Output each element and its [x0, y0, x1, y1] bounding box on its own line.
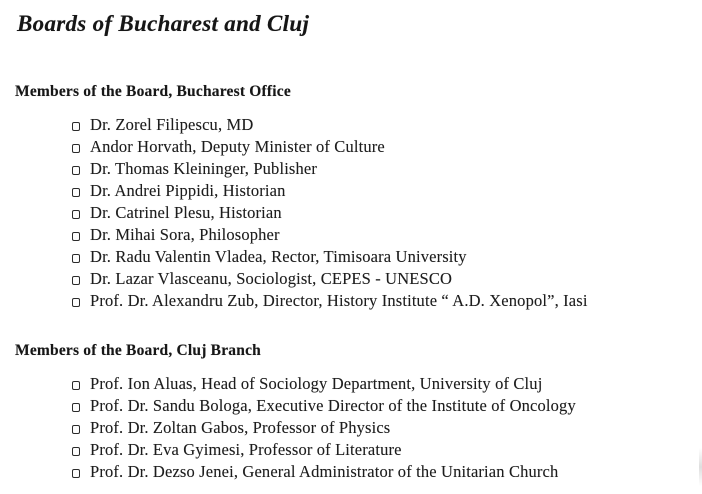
square-bullet-icon: [72, 276, 80, 285]
square-bullet-icon: [72, 447, 80, 456]
page-title: Boards of Bucharest and Cluj: [17, 11, 310, 36]
list-item: [72, 114, 682, 136]
list-item: [72, 224, 682, 246]
member-name: Prof. Dr. Eva Gyimesi, Professor of Literature: [90, 440, 402, 459]
square-bullet-icon: [72, 298, 80, 307]
list-item: [72, 439, 682, 461]
square-bullet-icon: [72, 469, 80, 478]
list-item: [72, 158, 682, 180]
member-name: Prof. Dr. Alexandru Zub, Director, History Institute “ A.D. Xenopol”, Iasi: [90, 291, 588, 310]
section-heading-bucharest: Members of the Board, Bucharest Office: [15, 83, 291, 100]
list-item: [72, 180, 682, 202]
member-name: Prof. Dr. Dezso Jenei, General Administrator of the Unitarian Church: [90, 462, 559, 481]
member-name: Prof. Dr. Sandu Bologa, Executive Director of the Institute of Oncology: [90, 396, 576, 415]
square-bullet-icon: [72, 425, 80, 434]
list-item: [72, 373, 682, 395]
list-item: [72, 202, 682, 224]
bucharest-member-list: [15, 114, 682, 312]
list-item: [72, 290, 682, 312]
member-name: Dr. Lazar Vlasceanu, Sociologist, CEPES - UNESCO: [90, 269, 453, 288]
square-bullet-icon: [72, 210, 80, 219]
square-bullet-icon: [72, 122, 80, 131]
section-heading-cluj: Members of the Board, Cluj Branch: [15, 342, 261, 359]
square-bullet-icon: [72, 166, 80, 175]
list-item: [72, 461, 682, 483]
list-item: [72, 246, 682, 268]
member-name: Prof. Ion Aluas, Head of Sociology Department, University of Cluj: [90, 374, 543, 393]
list-item: [72, 417, 682, 439]
cluj-member-list: [15, 373, 682, 483]
square-bullet-icon: [72, 403, 80, 412]
member-name: Dr. Thomas Kleininger, Publisher: [90, 159, 318, 178]
member-name: Dr. Radu Valentin Vladea, Rector, Timisoara University: [90, 247, 467, 266]
square-bullet-icon: [72, 188, 80, 197]
square-bullet-icon: [72, 232, 80, 241]
member-name: Dr. Mihai Sora, Philosopher: [90, 225, 280, 244]
member-name: Dr. Andrei Pippidi, Historian: [90, 181, 286, 200]
member-name: Dr. Catrinel Plesu, Historian: [90, 203, 282, 222]
member-name: Dr. Zorel Filipescu, MD: [90, 115, 254, 134]
member-name: Prof. Dr. Zoltan Gabos, Professor of Physics: [90, 418, 391, 437]
member-name: Andor Horvath, Deputy Minister of Culture: [90, 137, 385, 156]
list-item: [72, 136, 682, 158]
list-item: [72, 268, 682, 290]
square-bullet-icon: [72, 144, 80, 153]
list-item: [72, 395, 682, 417]
square-bullet-icon: [72, 381, 80, 390]
square-bullet-icon: [72, 254, 80, 263]
